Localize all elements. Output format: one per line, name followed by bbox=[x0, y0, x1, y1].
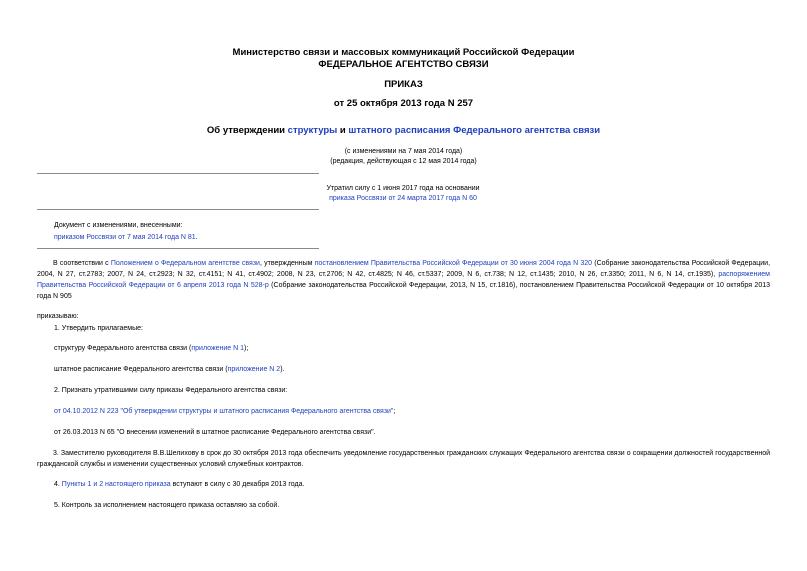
amendments-label: Документ с изменениями, внесенными: bbox=[54, 222, 183, 229]
preamble-paragraph bbox=[37, 258, 770, 302]
item-1: 1. Утвердить прилагаемые: bbox=[54, 325, 143, 332]
item-3: 3. Заместителю руководителя В.В.Шелихову в срок до 30 октября 2013 года обеспечить уведомление государственных гражданских служащих Федерального агентства связи о сокращении должностей государственной гражданской службы и изменении существенных условий служебных контрактов. bbox=[37, 450, 770, 468]
title-link-structure[interactable]: структуры bbox=[287, 125, 338, 136]
preamble-link-regulation[interactable]: Положением о Федеральном агентстве связи bbox=[110, 260, 260, 267]
ministry-name: Министерство связи и массовых коммуникаций Российской Федерации bbox=[232, 47, 575, 58]
divider bbox=[37, 248, 319, 249]
amendments-line bbox=[54, 233, 198, 243]
appendix-2-link[interactable]: приложение N 2 bbox=[227, 366, 281, 373]
item-2: 2. Признать утратившими силу приказы Федерального агентства связи: bbox=[54, 387, 288, 394]
divider bbox=[37, 173, 319, 174]
item-text: структуру Федерального агентства связи ( bbox=[54, 345, 192, 352]
title-link-staff-schedule[interactable]: штатного расписания Федерального агентства связи bbox=[348, 125, 601, 136]
doc-title bbox=[0, 125, 807, 137]
item-text: ; bbox=[393, 408, 396, 415]
item-5: 5. Контроль за исполнением настоящего приказа оставляю за собой. bbox=[54, 502, 280, 509]
item-text: вступают в силу с 30 декабря 2013 года. bbox=[170, 481, 305, 488]
item-1-structure bbox=[54, 343, 248, 354]
preamble-link-order-528[interactable]: распоряжением Правительства Российской Федерации от 6 апреля 2013 года N 528-р bbox=[37, 271, 770, 289]
item-2-repeal-1 bbox=[54, 406, 395, 417]
order-word: приказываю: bbox=[37, 313, 79, 320]
item-text: штатное расписание Федерального агентства связи ( bbox=[54, 366, 228, 373]
amendments-link[interactable]: приказом Россвязи от 7 мая 2014 года N 81 bbox=[54, 234, 196, 241]
item-2-repeal-2: от 26.03.2013 N 65 "О внесении изменений в штатное расписание Федерального агентства связи". bbox=[54, 429, 376, 436]
preamble-text: (Собрание законодательства Российской Федерации, 2004, N 27, ст.2783; 2007, N 24, ст.2923; N 32, ст.4151; N 41, ст.4902; 2008, N 23, ст.2706; N 42, ст.4825; N 46, ст.5337; 2009, N 6, ст.738; N 12, ст.1435; 2010, N 26, ст.3350; 2011, N 6, N 14, ст.1935), bbox=[37, 260, 771, 278]
item-text: ); bbox=[244, 345, 249, 352]
appendix-1-link[interactable]: приложение N 1 bbox=[191, 345, 245, 352]
preamble-text: В соответствии с bbox=[53, 260, 111, 267]
items-1-2-link[interactable]: Пункты 1 и 2 настоящего приказа bbox=[61, 481, 171, 488]
item-4 bbox=[54, 479, 304, 490]
doc-type: ПРИКАЗ bbox=[384, 79, 423, 90]
edition-changes: (с изменениями на 7 мая 2014 года) bbox=[344, 148, 463, 155]
preamble-text: (Собрание законодательства Российской Федерации, 2013, N 15, ст.1816), постановлением Правительства Российской Федерации от 10 октября 2013 года N 905 bbox=[37, 282, 771, 300]
item-text: 4. bbox=[54, 481, 62, 488]
agency-name: ФЕДЕРАЛЬНОЕ АГЕНТСТВО СВЯЗИ bbox=[318, 59, 489, 70]
item-1-staff bbox=[54, 364, 284, 375]
amendments-end: . bbox=[195, 234, 198, 241]
item-text: ). bbox=[280, 366, 285, 373]
preamble-text: , утвержденным bbox=[259, 260, 315, 267]
repealed-order-223-link[interactable]: от 04.10.2012 N 223 "Об утверждении структуры и штатного расписания Федерального агентства связи" bbox=[54, 408, 394, 415]
preamble-link-decree-320[interactable]: постановлением Правительства Российской Федерации от 30 июня 2004 года N 320 bbox=[314, 260, 593, 267]
divider bbox=[37, 209, 319, 210]
edition-redaction: (редакция, действующая с 12 мая 2014 года) bbox=[330, 158, 477, 165]
title-mid: и bbox=[337, 125, 349, 136]
expired-link[interactable]: приказа Россвязи от 24 марта 2017 года N 60 bbox=[329, 195, 477, 202]
title-pre: Об утверждении bbox=[206, 125, 288, 136]
doc-date-number: от 25 октября 2013 года N 257 bbox=[333, 98, 474, 109]
expired-note: Утратил силу с 1 июня 2017 года на основании bbox=[326, 185, 480, 192]
